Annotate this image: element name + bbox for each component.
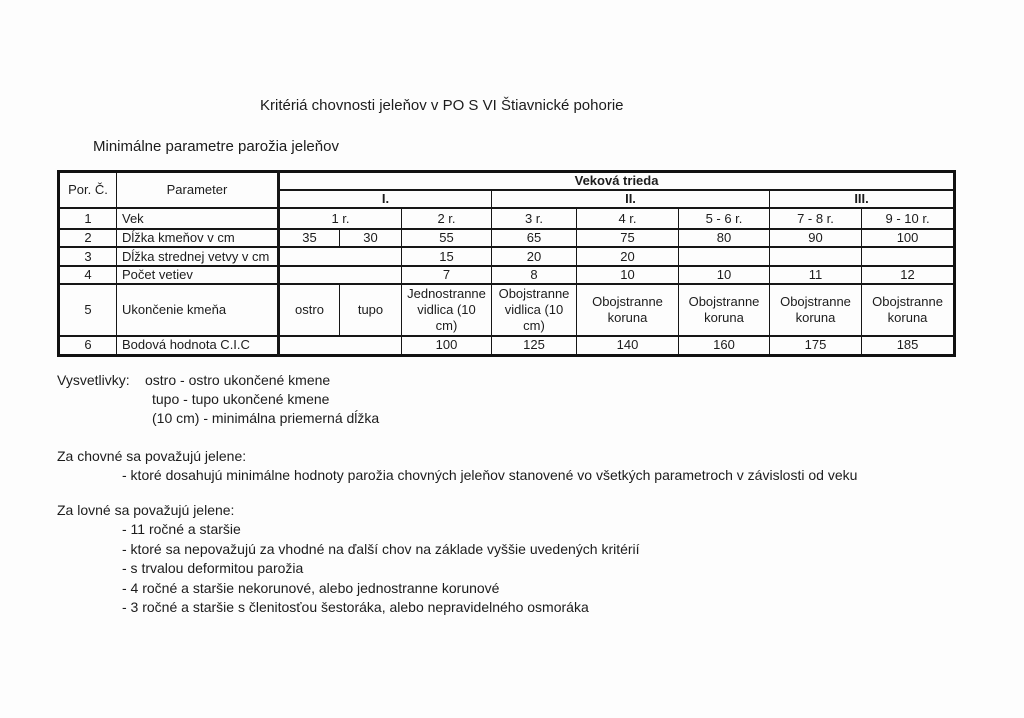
- table-row: [59, 229, 955, 247]
- value-cell: 20: [577, 247, 679, 266]
- value-cell: Obojstranne koruna: [679, 284, 770, 336]
- parameter-cell: Dĺžka strednej vetvy v cm: [117, 247, 279, 266]
- value-cell: 15: [402, 247, 492, 266]
- row-number-cell: 4: [59, 266, 117, 284]
- value-cell: 100: [862, 229, 955, 247]
- section-breeding-bullets: [122, 466, 857, 486]
- table-row: [59, 247, 955, 266]
- row-number-cell: 5: [59, 284, 117, 336]
- value-cell: 30: [340, 229, 402, 247]
- value-cell: 11: [770, 266, 862, 284]
- value-cell: [279, 336, 402, 355]
- table-row: [59, 284, 955, 336]
- parameter-cell: Vek: [117, 208, 279, 229]
- value-cell: 9 - 10 r.: [862, 208, 955, 229]
- section-breeding-heading: Za chovné sa považujú jelene:: [57, 448, 247, 464]
- value-cell: 1 r.: [279, 208, 402, 229]
- legend-entry-tupo: tupo - tupo ukončené kmene: [152, 391, 330, 407]
- value-cell: [770, 247, 862, 266]
- section-harvest-heading: Za lovné sa považujú jelene:: [57, 502, 235, 518]
- section-harvest-bullets: [122, 520, 640, 618]
- age-group-header-1: I.: [279, 190, 492, 208]
- value-cell: 4 r.: [577, 208, 679, 229]
- bullet-item: - 4 ročné a staršie nekorunové, alebo jednostranne korunové: [122, 579, 500, 596]
- bullet-item: - 11 ročné a staršie: [122, 521, 241, 537]
- value-cell: 20: [492, 247, 577, 266]
- value-cell: [279, 266, 402, 284]
- row-number-cell: 6: [59, 336, 117, 355]
- document-title: Kritériá chovnosti jeleňov v PO S VI Štiavnické pohorie: [260, 97, 624, 114]
- value-cell: [679, 247, 770, 266]
- age-class-header: Veková trieda: [279, 172, 955, 191]
- value-cell: 175: [770, 336, 862, 355]
- parameter-cell: Dĺžka kmeňov v cm: [117, 229, 279, 247]
- value-cell: 12: [862, 266, 955, 284]
- value-cell: 2 r.: [402, 208, 492, 229]
- value-cell: 5 - 6 r.: [679, 208, 770, 229]
- value-cell: 7 - 8 r.: [770, 208, 862, 229]
- corner-parameter: Parameter: [117, 172, 279, 209]
- value-cell: 3 r.: [492, 208, 577, 229]
- value-cell: 35: [279, 229, 340, 247]
- legend-line: [57, 371, 379, 390]
- row-number-cell: 3: [59, 247, 117, 266]
- value-cell: 55: [402, 229, 492, 247]
- parameter-cell: Ukončenie kmeňa: [117, 284, 279, 336]
- value-cell: 185: [862, 336, 955, 355]
- parameter-cell: Bodová hodnota C.I.C: [117, 336, 279, 355]
- value-cell: 65: [492, 229, 577, 247]
- section-harvest: [57, 500, 640, 618]
- value-cell: [279, 247, 402, 266]
- bullet-item: - s trvalou deformitou parožia: [122, 560, 304, 576]
- value-cell: 80: [679, 229, 770, 247]
- value-cell: tupo: [340, 284, 402, 336]
- value-cell: [862, 247, 955, 266]
- value-cell: 140: [577, 336, 679, 355]
- value-cell: Obojstranne koruna: [770, 284, 862, 336]
- value-cell: 160: [679, 336, 770, 355]
- table-row: [59, 266, 955, 284]
- table-row: [59, 336, 955, 355]
- criteria-table: [57, 170, 956, 357]
- legend-entry-10cm: (10 cm) - minimálna priemerná dĺžka: [152, 410, 380, 426]
- bullet-item: - ktoré dosahujú minimálne hodnoty parožia chovných jeleňov stanovené vo všetkých parametroch v závislosti od veku: [122, 467, 858, 483]
- parameter-cell: Počet vetiev: [117, 266, 279, 284]
- legend-block: [57, 371, 379, 428]
- row-number-cell: 2: [59, 229, 117, 247]
- section-breeding: [57, 446, 857, 486]
- age-group-header-2: II.: [492, 190, 770, 208]
- value-cell: 7: [402, 266, 492, 284]
- value-cell: 100: [402, 336, 492, 355]
- document-subtitle: Minimálne parametre parožia jeleňov: [93, 138, 339, 155]
- value-cell: Obojstranne koruna: [862, 284, 955, 336]
- table-row: [59, 208, 955, 229]
- value-cell: ostro: [279, 284, 340, 336]
- value-cell: 90: [770, 229, 862, 247]
- bullet-item: - ktoré sa nepovažujú za vhodné na ďalší chov na základe vyššie uvedených kritérií: [122, 540, 640, 557]
- age-group-header-3: III.: [770, 190, 955, 208]
- value-cell: 8: [492, 266, 577, 284]
- value-cell: 125: [492, 336, 577, 355]
- value-cell: 75: [577, 229, 679, 247]
- value-cell: Jednostranne vidlica (10 cm): [402, 284, 492, 336]
- corner-por-c: Por. Č.: [59, 172, 117, 209]
- value-cell: 10: [577, 266, 679, 284]
- value-cell: 10: [679, 266, 770, 284]
- value-cell: Obojstranne koruna: [577, 284, 679, 336]
- legend-entry-ostro: ostro - ostro ukončené kmene: [145, 372, 331, 388]
- bullet-item: - 3 ročné a staršie s členitosťou šestoráka, alebo nepravidelného osmoráka: [122, 599, 589, 615]
- legend-label: Vysvetlivky:: [57, 372, 130, 388]
- row-number-cell: 1: [59, 208, 117, 229]
- value-cell: Obojstranne vidlica (10 cm): [492, 284, 577, 336]
